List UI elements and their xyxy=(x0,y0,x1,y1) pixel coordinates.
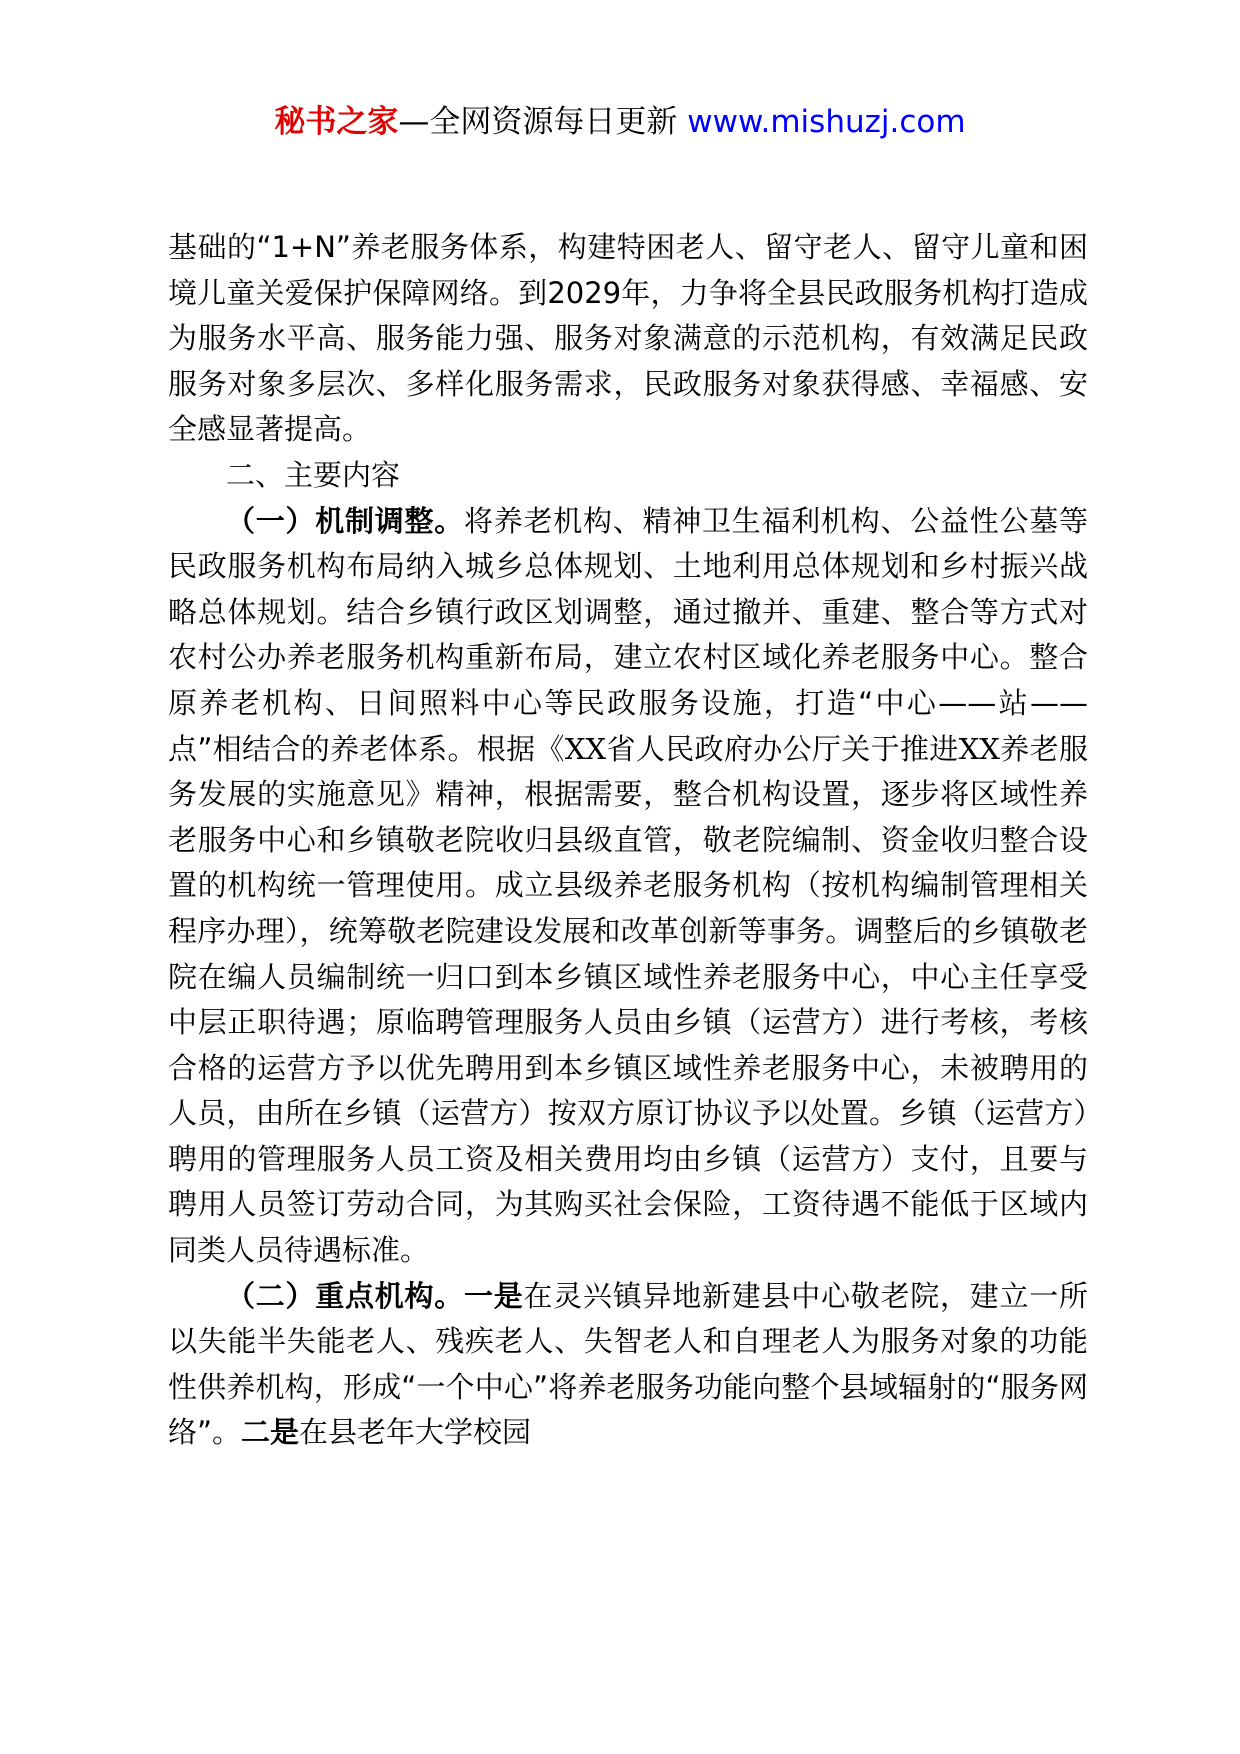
emphasis-second: 二是 xyxy=(241,1415,300,1450)
section-heading: 二、主要内容 xyxy=(226,457,401,492)
placeholder-province: XX xyxy=(958,731,1000,766)
paragraph-title: （一）机制调整。 xyxy=(226,503,464,538)
paragraph-title: （二）重点机构。 xyxy=(226,1278,464,1313)
site-brand: 秘书之家 xyxy=(274,104,399,140)
paragraph-mechanism-adjustment xyxy=(168,499,1088,1274)
paragraph-text: 在灵兴镇异地新建县中心敬老院，建立一所以失能半失能老人、残疾老人、失智老人和自理老人为服务对象的功能性供养机构，形成“一个中心”将养老服务功能向整个县域辐射的“服务网络”。 xyxy=(168,1278,1088,1450)
placeholder-province: XX xyxy=(564,731,607,766)
paragraph-goals: 基础的“1+N”养老服务体系，构建特困老人、留守老人、留守儿童和困境儿童关爱保护保障网络。到2029年，力争将全县民政服务机构打造成为服务水平高、服务能力强、服务对象满意的示范机构，有效满足民政服务对象多层次、多样化服务需求，民政服务对象获得感、幸福感、安全感显著提高。 xyxy=(168,230,1088,447)
paragraph-text: 养老服务发展的实施意见》精神，根据需要，整合机构设置，逐步将区域性养老服务中心和乡镇敬老院收归县级直管，敬老院编制、资金收归整合设置的机构统一管理使用。成立县级养老服务机构（按机构编制管理相关程序办理），统筹敬老院建设发展和改革创新等事务。调整后的乡镇敬老院在编人员编制统一归口到本乡镇区域性养老服务中心，中心主任享受中层正职待遇；原临聘管理服务人员由乡镇（运营方）进行考核，考核合格的运营方予以优先聘用到本乡镇区域性养老服务中心，未被聘用的人员，由所在乡镇（运营方）按双方原订协议予以处置。乡镇（运营方）聘用的管理服务人员工资及相关费用均由乡镇（运营方）支付，且要与聘用人员签订劳动合同，为其购买社会保险，工资待遇不能低于区域内同类人员待遇标准。 xyxy=(168,731,1088,1268)
paragraph-text: 省人民政府办公厅关于推进 xyxy=(606,731,959,766)
document-body xyxy=(168,225,1088,1456)
emphasis-first: 一是 xyxy=(464,1278,524,1313)
site-header xyxy=(0,100,1240,144)
site-slogan: —全网资源每日更新 xyxy=(398,104,688,140)
site-url-link[interactable]: www.mishuzj.com xyxy=(687,104,966,140)
paragraph-text: 将养老机构、精神卫生福利机构、公益性公墓等民政服务机构布局纳入城乡总体规划、土地利用总体规划和乡村振兴战略总体规划。结合乡镇行政区划调整，通过撤并、重建、整合等方式对农村公办养老服务机构重新布局，建立农村区域化养老服务中心。整合原养老机构、日间照料中心等民政服务设施，打造“中心——站——点”相结合的养老体系。根据《 xyxy=(168,503,1088,766)
paragraph-key-institutions xyxy=(168,1274,1088,1456)
paragraph-text: 在县老年大学校园 xyxy=(299,1415,532,1450)
